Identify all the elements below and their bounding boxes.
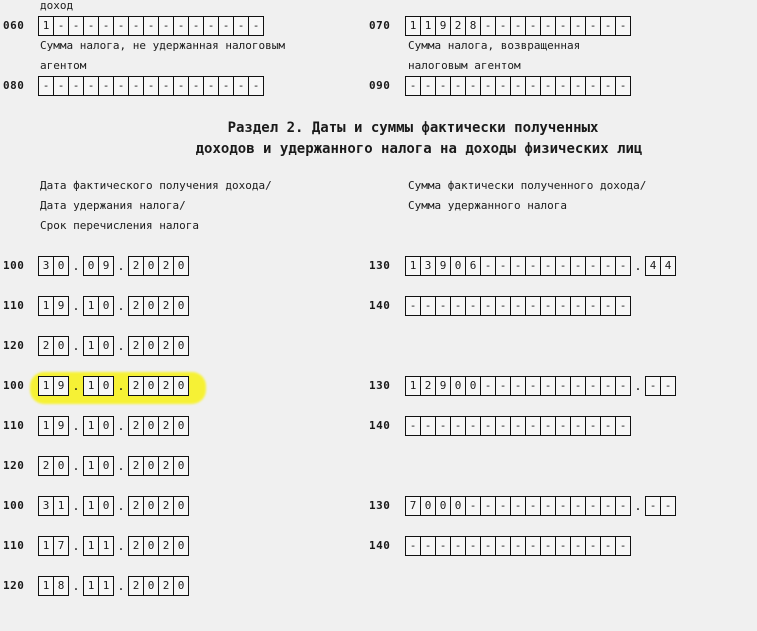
kopeck-cell: 4: [660, 256, 676, 276]
date-cell: 0: [143, 536, 159, 556]
date-cell: 2: [158, 576, 174, 596]
char-cell: -: [203, 16, 219, 36]
left-header-2: Дата удержания налога/: [40, 199, 186, 212]
char-cell: -: [585, 76, 601, 96]
date-cell: 2: [158, 536, 174, 556]
date-cell: 1: [83, 376, 99, 396]
amount-code: 140: [369, 419, 391, 432]
amount-cell: -: [495, 416, 511, 436]
row-code: 100: [3, 499, 25, 512]
date-field[interactable]: [38, 296, 188, 316]
char-cell: -: [83, 76, 99, 96]
char-cell: -: [83, 16, 99, 36]
char-cell: -: [143, 76, 159, 96]
amount-cell: -: [570, 416, 586, 436]
date-cell: 0: [98, 296, 114, 316]
amount-cell: -: [600, 496, 616, 516]
date-separator: .: [117, 539, 125, 553]
char-cell: -: [113, 76, 129, 96]
amount-cell: -: [510, 256, 526, 276]
decimal-separator: .: [634, 259, 642, 273]
date-cell: 9: [53, 376, 69, 396]
amount-cell: -: [420, 416, 436, 436]
amount-cell: -: [480, 416, 496, 436]
date-separator: .: [72, 539, 80, 553]
amount-cell: -: [585, 496, 601, 516]
date-cell: 2: [128, 256, 144, 276]
amount-cell: -: [450, 296, 466, 316]
char-cell: -: [218, 16, 234, 36]
amount-cell: -: [540, 536, 556, 556]
amount-cell: -: [570, 296, 586, 316]
char-cell: -: [600, 16, 616, 36]
row-code: 110: [3, 539, 25, 552]
char-cell: 1: [420, 16, 436, 36]
amount-cell: -: [465, 496, 481, 516]
char-cell: -: [188, 16, 204, 36]
date-cell: 2: [38, 336, 54, 356]
char-cell: -: [233, 16, 249, 36]
char-cell: -: [68, 16, 84, 36]
field-090-cells[interactable]: [405, 76, 630, 96]
char-cell: -: [203, 76, 219, 96]
amount-code: 130: [369, 379, 391, 392]
char-cell: -: [143, 16, 159, 36]
date-cell: 1: [83, 416, 99, 436]
amount-cell: -: [480, 256, 496, 276]
amount-cell: -: [600, 376, 616, 396]
kopeck-cell: -: [645, 376, 661, 396]
section2-title-line1: Раздел 2. Даты и суммы фактически полученных: [227, 120, 599, 136]
field-060-cells[interactable]: [38, 16, 263, 36]
date-cell: 2: [128, 376, 144, 396]
date-separator: .: [117, 259, 125, 273]
char-cell: 1: [405, 16, 421, 36]
row-code: 110: [3, 299, 25, 312]
right-header-1: Сумма фактически полученного дохода/: [408, 179, 647, 192]
amount-cell: -: [465, 536, 481, 556]
date-separator: .: [72, 339, 80, 353]
date-cell: 0: [173, 456, 189, 476]
date-cell: 8: [53, 576, 69, 596]
char-cell: -: [495, 16, 511, 36]
amount-cell: -: [405, 416, 421, 436]
amount-cell: -: [495, 296, 511, 316]
kopeck-cell: -: [660, 496, 676, 516]
date-field[interactable]: [38, 376, 188, 396]
char-cell: -: [555, 76, 571, 96]
date-cell: 0: [143, 256, 159, 276]
field-code-070: 070: [369, 19, 391, 32]
char-cell: -: [113, 16, 129, 36]
field-070-cells[interactable]: [405, 16, 630, 36]
left-header-1: Дата фактического получения дохода/: [40, 179, 272, 192]
char-cell: -: [465, 76, 481, 96]
amount-code: 130: [369, 499, 391, 512]
amount-cell: -: [420, 536, 436, 556]
date-cell: 0: [173, 256, 189, 276]
date-separator: .: [117, 379, 125, 393]
char-cell: -: [173, 16, 189, 36]
date-cell: 0: [53, 456, 69, 476]
amount-cell: -: [555, 536, 571, 556]
date-cell: 2: [128, 536, 144, 556]
amount-cell: -: [435, 416, 451, 436]
date-cell: 0: [143, 576, 159, 596]
char-cell: 9: [435, 16, 451, 36]
char-cell: -: [555, 16, 571, 36]
amount-cell: -: [525, 256, 541, 276]
amount-cell: 6: [465, 256, 481, 276]
date-separator: .: [117, 419, 125, 433]
kopeck-cell: -: [645, 496, 661, 516]
date-separator: .: [72, 419, 80, 433]
field-code-090: 090: [369, 79, 391, 92]
char-cell: 2: [450, 16, 466, 36]
row-code: 120: [3, 579, 25, 592]
date-cell: 2: [128, 496, 144, 516]
date-cell: 1: [83, 496, 99, 516]
amount-cell: -: [585, 256, 601, 276]
date-cell: 0: [173, 496, 189, 516]
amount-cell: -: [510, 376, 526, 396]
amount-cell: -: [510, 536, 526, 556]
date-cell: 0: [173, 536, 189, 556]
char-cell: -: [158, 76, 174, 96]
amount-cell: 9: [435, 256, 451, 276]
date-cell: 0: [143, 496, 159, 516]
date-cell: 0: [143, 376, 159, 396]
amount-cell: -: [555, 256, 571, 276]
amount-cell: -: [510, 416, 526, 436]
amount-cell: -: [555, 416, 571, 436]
amount-cell: -: [435, 536, 451, 556]
date-cell: 0: [173, 416, 189, 436]
date-cell: 2: [38, 456, 54, 476]
char-cell: -: [128, 16, 144, 36]
amount-cell: 0: [450, 256, 466, 276]
date-separator: .: [117, 459, 125, 473]
amount-cell: -: [465, 296, 481, 316]
char-cell: -: [525, 76, 541, 96]
char-cell: -: [405, 76, 421, 96]
amount-cell: -: [495, 376, 511, 396]
char-cell: -: [600, 76, 616, 96]
date-cell: 1: [38, 416, 54, 436]
date-cell: 2: [128, 336, 144, 356]
amount-cell: -: [525, 296, 541, 316]
date-cell: 1: [98, 536, 114, 556]
amount-cell: -: [540, 416, 556, 436]
row-code: 110: [3, 419, 25, 432]
amount-cell: -: [525, 416, 541, 436]
char-cell: -: [218, 76, 234, 96]
field-code-060: 060: [3, 19, 25, 32]
amount-cell: -: [495, 536, 511, 556]
date-cell: 1: [83, 536, 99, 556]
amount-code: 130: [369, 259, 391, 272]
amount-cell: -: [540, 376, 556, 396]
char-cell: -: [570, 16, 586, 36]
amount-cell: -: [540, 296, 556, 316]
amount-cell: -: [600, 296, 616, 316]
date-cell: 0: [143, 296, 159, 316]
date-cell: 0: [98, 456, 114, 476]
amount-cell: 0: [450, 496, 466, 516]
label-returned-1: Сумма налога, возвращенная: [408, 39, 581, 52]
date-cell: 2: [158, 336, 174, 356]
amount-cell: -: [555, 496, 571, 516]
amount-cell: 9: [435, 376, 451, 396]
char-cell: -: [420, 76, 436, 96]
date-cell: 1: [83, 336, 99, 356]
right-header-2: Сумма удержанного налога: [408, 199, 567, 212]
date-separator: .: [72, 299, 80, 313]
date-field[interactable]: [38, 336, 188, 356]
date-cell: 1: [38, 296, 54, 316]
char-cell: -: [98, 76, 114, 96]
label-not-withheld-2: агентом: [40, 59, 87, 72]
date-cell: 2: [128, 456, 144, 476]
date-separator: .: [117, 579, 125, 593]
char-cell: -: [510, 76, 526, 96]
date-cell: 1: [83, 576, 99, 596]
date-cell: 0: [143, 336, 159, 356]
date-cell: 1: [53, 496, 69, 516]
amount-cell: -: [480, 296, 496, 316]
amount-field[interactable]: [405, 536, 630, 556]
amount-cell: -: [585, 416, 601, 436]
amount-cell: -: [480, 496, 496, 516]
char-cell: -: [540, 76, 556, 96]
date-cell: 0: [98, 336, 114, 356]
kopeck-cell: -: [660, 376, 676, 396]
char-cell: -: [480, 76, 496, 96]
amount-cell: -: [615, 416, 631, 436]
amount-field[interactable]: [405, 296, 630, 316]
date-cell: 1: [38, 576, 54, 596]
amount-cell: -: [600, 416, 616, 436]
date-cell: 0: [173, 336, 189, 356]
date-separator: .: [72, 259, 80, 273]
amount-cell: -: [540, 256, 556, 276]
date-cell: 0: [98, 376, 114, 396]
amount-cell: -: [615, 376, 631, 396]
amount-field[interactable]: [405, 376, 675, 396]
date-cell: 0: [83, 256, 99, 276]
field-code-080: 080: [3, 79, 25, 92]
amount-cell: -: [585, 296, 601, 316]
char-cell: 8: [465, 16, 481, 36]
char-cell: -: [540, 16, 556, 36]
amount-cell: 1: [405, 256, 421, 276]
amount-cell: -: [450, 416, 466, 436]
amount-cell: -: [600, 536, 616, 556]
char-cell: -: [98, 16, 114, 36]
date-cell: 1: [38, 536, 54, 556]
char-cell: -: [158, 16, 174, 36]
date-cell: 3: [38, 496, 54, 516]
amount-cell: -: [570, 536, 586, 556]
amount-cell: -: [615, 536, 631, 556]
date-cell: 1: [83, 296, 99, 316]
date-cell: 0: [143, 456, 159, 476]
row-code: 120: [3, 459, 25, 472]
amount-cell: -: [570, 256, 586, 276]
date-separator: .: [117, 299, 125, 313]
date-cell: 3: [38, 256, 54, 276]
date-cell: 0: [98, 416, 114, 436]
date-field[interactable]: [38, 456, 188, 476]
amount-cell: -: [570, 496, 586, 516]
amount-cell: -: [615, 256, 631, 276]
amount-cell: -: [525, 496, 541, 516]
amount-cell: -: [420, 296, 436, 316]
char-cell: 1: [38, 16, 54, 36]
amount-cell: -: [615, 296, 631, 316]
date-separator: .: [72, 579, 80, 593]
decimal-separator: .: [634, 379, 642, 393]
amount-cell: -: [555, 296, 571, 316]
char-cell: -: [53, 16, 69, 36]
char-cell: -: [510, 16, 526, 36]
amount-cell: -: [525, 536, 541, 556]
amount-cell: -: [405, 296, 421, 316]
date-field[interactable]: [38, 256, 188, 276]
date-cell: 0: [173, 376, 189, 396]
label-returned-2: налоговым агентом: [408, 59, 521, 72]
amount-cell: 0: [420, 496, 436, 516]
amount-cell: -: [600, 256, 616, 276]
date-separator: .: [72, 379, 80, 393]
amount-code: 140: [369, 299, 391, 312]
left-header-3: Срок перечисления налога: [40, 219, 199, 232]
char-cell: -: [128, 76, 144, 96]
char-cell: -: [188, 76, 204, 96]
section2-title-line2: доходов и удержанного налога на доходы физических лиц: [195, 141, 643, 157]
amount-field[interactable]: [405, 496, 675, 516]
amount-cell: -: [525, 376, 541, 396]
date-cell: 1: [83, 456, 99, 476]
amount-cell: 0: [465, 376, 481, 396]
char-cell: -: [480, 16, 496, 36]
char-cell: -: [615, 16, 631, 36]
char-cell: -: [38, 76, 54, 96]
decimal-separator: .: [634, 499, 642, 513]
amount-cell: -: [540, 496, 556, 516]
date-separator: .: [117, 499, 125, 513]
char-cell: -: [585, 16, 601, 36]
amount-cell: 0: [435, 496, 451, 516]
date-field[interactable]: [38, 536, 188, 556]
date-cell: 2: [128, 576, 144, 596]
amount-cell: -: [570, 376, 586, 396]
amount-cell: -: [450, 536, 466, 556]
date-cell: 0: [98, 496, 114, 516]
row-code: 100: [3, 259, 25, 272]
amount-cell: -: [495, 256, 511, 276]
date-cell: 7: [53, 536, 69, 556]
amount-cell: -: [615, 496, 631, 516]
amount-cell: -: [555, 376, 571, 396]
date-field[interactable]: [38, 496, 188, 516]
date-separator: .: [72, 459, 80, 473]
amount-cell: 1: [405, 376, 421, 396]
date-cell: 0: [173, 576, 189, 596]
char-cell: -: [248, 16, 264, 36]
amount-cell: 3: [420, 256, 436, 276]
date-cell: 2: [158, 376, 174, 396]
date-cell: 9: [53, 416, 69, 436]
char-cell: -: [233, 76, 249, 96]
char-cell: -: [53, 76, 69, 96]
amount-code: 140: [369, 539, 391, 552]
field-080-cells[interactable]: [38, 76, 263, 96]
label-not-withheld-1: Сумма налога, не удержанная налоговым: [40, 39, 286, 52]
amount-cell: -: [480, 376, 496, 396]
kopeck-cell: 4: [645, 256, 661, 276]
amount-cell: -: [435, 296, 451, 316]
char-cell: -: [570, 76, 586, 96]
amount-cell: -: [405, 536, 421, 556]
date-cell: 2: [158, 496, 174, 516]
char-cell: -: [450, 76, 466, 96]
amount-cell: -: [585, 536, 601, 556]
date-separator: .: [117, 339, 125, 353]
char-cell: -: [495, 76, 511, 96]
char-cell: -: [615, 76, 631, 96]
char-cell: -: [525, 16, 541, 36]
date-cell: 2: [158, 256, 174, 276]
amount-field[interactable]: [405, 416, 630, 436]
date-field[interactable]: [38, 576, 188, 596]
char-cell: -: [435, 76, 451, 96]
amount-cell: 7: [405, 496, 421, 516]
amount-cell: -: [480, 536, 496, 556]
date-cell: 1: [38, 376, 54, 396]
date-cell: 2: [158, 416, 174, 436]
date-cell: 9: [53, 296, 69, 316]
amount-cell: -: [510, 296, 526, 316]
char-cell: -: [173, 76, 189, 96]
date-cell: 0: [143, 416, 159, 436]
date-cell: 1: [98, 576, 114, 596]
row-code: 100: [3, 379, 25, 392]
amount-cell: 0: [450, 376, 466, 396]
date-cell: 0: [173, 296, 189, 316]
amount-cell: 2: [420, 376, 436, 396]
date-cell: 2: [128, 416, 144, 436]
date-cell: 0: [53, 256, 69, 276]
income-label: доход: [40, 0, 74, 12]
date-separator: .: [72, 499, 80, 513]
amount-cell: -: [465, 416, 481, 436]
row-code: 120: [3, 339, 25, 352]
char-cell: -: [68, 76, 84, 96]
amount-cell: -: [510, 496, 526, 516]
amount-cell: -: [585, 376, 601, 396]
amount-cell: -: [495, 496, 511, 516]
char-cell: -: [248, 76, 264, 96]
date-cell: 2: [158, 296, 174, 316]
date-cell: 2: [128, 296, 144, 316]
date-field[interactable]: [38, 416, 188, 436]
date-cell: 9: [98, 256, 114, 276]
date-cell: 2: [158, 456, 174, 476]
date-cell: 0: [53, 336, 69, 356]
amount-field[interactable]: [405, 256, 675, 276]
